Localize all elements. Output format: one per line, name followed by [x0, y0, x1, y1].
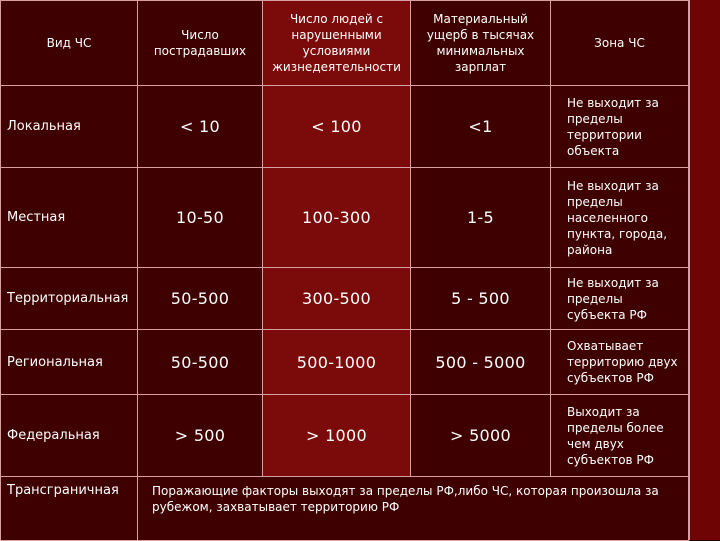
header-row — [1, 1, 689, 86]
row-damage: <1 — [411, 86, 551, 168]
table-row — [1, 330, 689, 395]
header-victims: Число пострадавших — [138, 1, 263, 86]
row-victims: > 500 — [138, 395, 263, 477]
row-zone: Не выходит за пределы населенного пункта, города, района — [551, 168, 689, 268]
row-type: Территориальная — [1, 268, 138, 330]
row-affected: 100-300 — [263, 168, 411, 268]
row-damage: 5 - 500 — [411, 268, 551, 330]
row-affected: < 100 — [263, 86, 411, 168]
row-damage: > 5000 — [411, 395, 551, 477]
row-affected: 300-500 — [263, 268, 411, 330]
row-zone: Не выходит за пределы территории объекта — [551, 86, 689, 168]
row-damage: 1-5 — [411, 168, 551, 268]
header-type: Вид ЧС — [1, 1, 138, 86]
row-type: Региональная — [1, 330, 138, 395]
row-zone: Охватывает территорию двух субъектов РФ — [551, 330, 689, 395]
row-type: Трансграничная — [1, 477, 138, 541]
row-zone: Не выходит за пределы субъекта РФ — [551, 268, 689, 330]
row-victims: 10-50 — [138, 168, 263, 268]
row-victims: 50-500 — [138, 268, 263, 330]
table-row-transboundary — [1, 477, 689, 541]
table-row — [1, 395, 689, 477]
row-type: Федеральная — [1, 395, 138, 477]
row-victims: < 10 — [138, 86, 263, 168]
row-type: Местная — [1, 168, 138, 268]
table-row — [1, 86, 689, 168]
row-zone: Выходит за пределы более чем двух субъектов РФ — [551, 395, 689, 477]
row-type: Локальная — [1, 86, 138, 168]
row-damage: 500 - 5000 — [411, 330, 551, 395]
header-affected: Число людей с нарушенными условиями жизнедеятельности — [263, 1, 411, 86]
table-row — [1, 268, 689, 330]
row-affected: > 1000 — [263, 395, 411, 477]
header-damage: Материальный ущерб в тысячах минимальных зарплат — [411, 1, 551, 86]
table-row — [1, 168, 689, 268]
row-victims: 50-500 — [138, 330, 263, 395]
row-transboundary-text: Поражающие факторы выходят за пределы РФ,либо ЧС, которая произошла за рубежом, захватывает территорию РФ — [138, 477, 689, 541]
row-affected: 500-1000 — [263, 330, 411, 395]
header-zone: Зона ЧС — [551, 1, 689, 86]
